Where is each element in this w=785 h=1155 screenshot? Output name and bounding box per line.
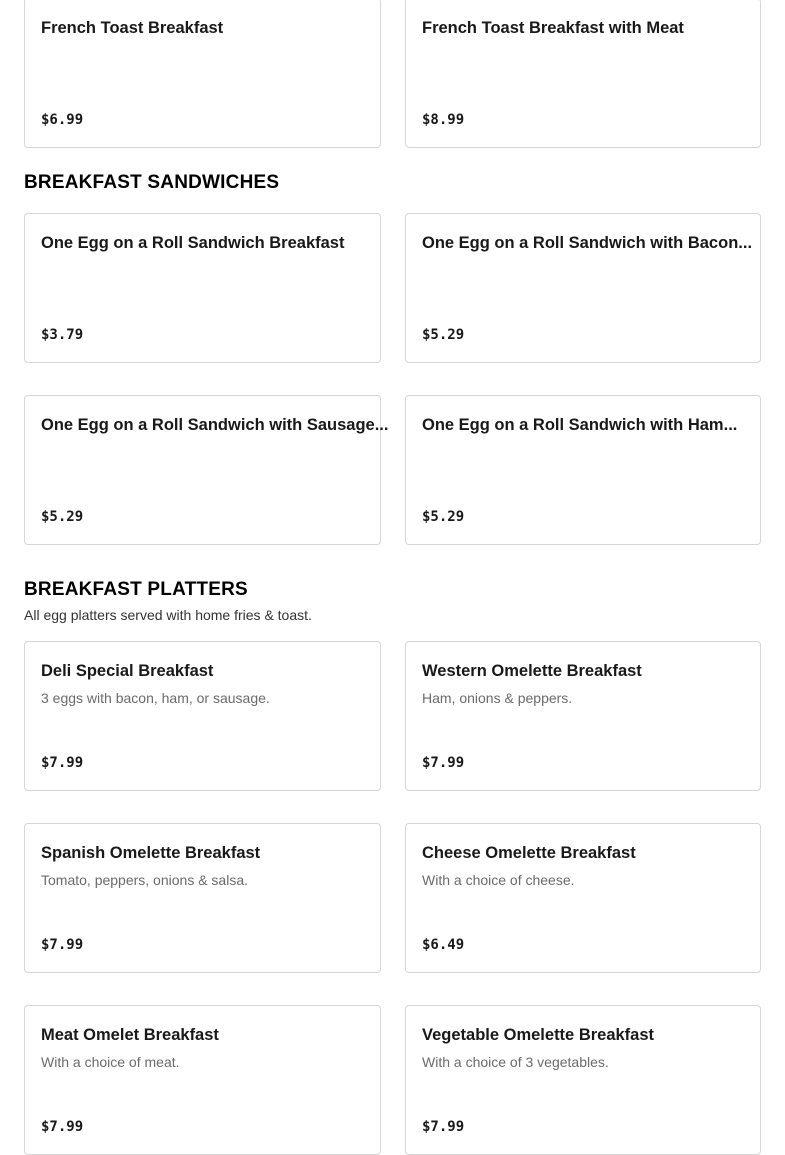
menu-item-price: $7.99: [41, 937, 84, 953]
menu-item-description: With a choice of cheese.: [422, 872, 575, 888]
menu-item-grid: [24, 641, 761, 1155]
menu-section-breakfast-sandwiches: [24, 171, 761, 545]
menu-item-card[interactable]: [24, 823, 381, 973]
menu-item-card[interactable]: [405, 1005, 761, 1155]
menu-item-price: $3.79: [41, 327, 84, 343]
section-subtitle: All egg platters served with home fries & toast.: [24, 607, 312, 623]
menu-page: [24, 0, 761, 1155]
menu-item-card[interactable]: [24, 213, 381, 363]
section-title: BREAKFAST PLATTERS: [24, 579, 248, 600]
menu-item-name: French Toast Breakfast: [41, 19, 224, 37]
menu-item-price: $5.29: [41, 509, 84, 525]
menu-item-description: With a choice of 3 vegetables.: [422, 1054, 609, 1070]
menu-item-name: One Egg on a Roll Sandwich with Ham...: [422, 416, 738, 434]
menu-item-description: Tomato, peppers, onions & salsa.: [41, 872, 249, 888]
menu-item-name: Western Omelette Breakfast: [422, 662, 642, 680]
menu-item-name: One Egg on a Roll Sandwich Breakfast: [41, 234, 345, 252]
menu-item-name: French Toast Breakfast with Meat: [422, 19, 684, 37]
menu-item-name: Spanish Omelette Breakfast: [41, 844, 261, 862]
menu-item-price: $7.99: [422, 1119, 465, 1135]
menu-item-card[interactable]: [405, 641, 761, 791]
menu-item-card[interactable]: [405, 395, 761, 545]
menu-item-description: Ham, onions & peppers.: [422, 690, 573, 706]
menu-item-price: $6.49: [422, 937, 465, 953]
menu-item-card[interactable]: [24, 395, 389, 545]
menu-item-price: $7.99: [41, 755, 84, 771]
menu-item-name: Cheese Omelette Breakfast: [422, 844, 636, 862]
section-title: BREAKFAST SANDWICHES: [24, 172, 280, 193]
menu-item-card[interactable]: [24, 1005, 381, 1155]
menu-item-price: $5.29: [422, 327, 465, 343]
menu-item-name: Vegetable Omelette Breakfast: [422, 1026, 655, 1044]
menu-item-description: With a choice of meat.: [41, 1054, 180, 1070]
menu-item-price: $8.99: [422, 112, 465, 128]
menu-item-card[interactable]: [405, 0, 761, 148]
menu-section-french-toast: [24, 0, 761, 148]
menu-item-name: Deli Special Breakfast: [41, 662, 214, 680]
menu-item-grid: [24, 213, 761, 545]
menu-item-description: 3 eggs with bacon, ham, or sausage.: [41, 690, 270, 706]
menu-item-card[interactable]: [405, 213, 761, 363]
menu-item-name: One Egg on a Roll Sandwich with Sausage...: [41, 416, 389, 434]
menu-item-card[interactable]: [24, 0, 381, 148]
menu-section-breakfast-platters: [24, 578, 761, 1155]
menu-item-grid: [24, 0, 761, 148]
menu-item-price: $7.99: [422, 755, 465, 771]
menu-item-price: $7.99: [41, 1119, 84, 1135]
menu-item-card[interactable]: [24, 641, 381, 791]
menu-item-card[interactable]: [405, 823, 761, 973]
menu-item-name: Meat Omelet Breakfast: [41, 1026, 219, 1044]
menu-item-name: One Egg on a Roll Sandwich with Bacon...: [422, 234, 753, 252]
menu-item-price: $5.29: [422, 509, 465, 525]
menu-item-price: $6.99: [41, 112, 84, 128]
